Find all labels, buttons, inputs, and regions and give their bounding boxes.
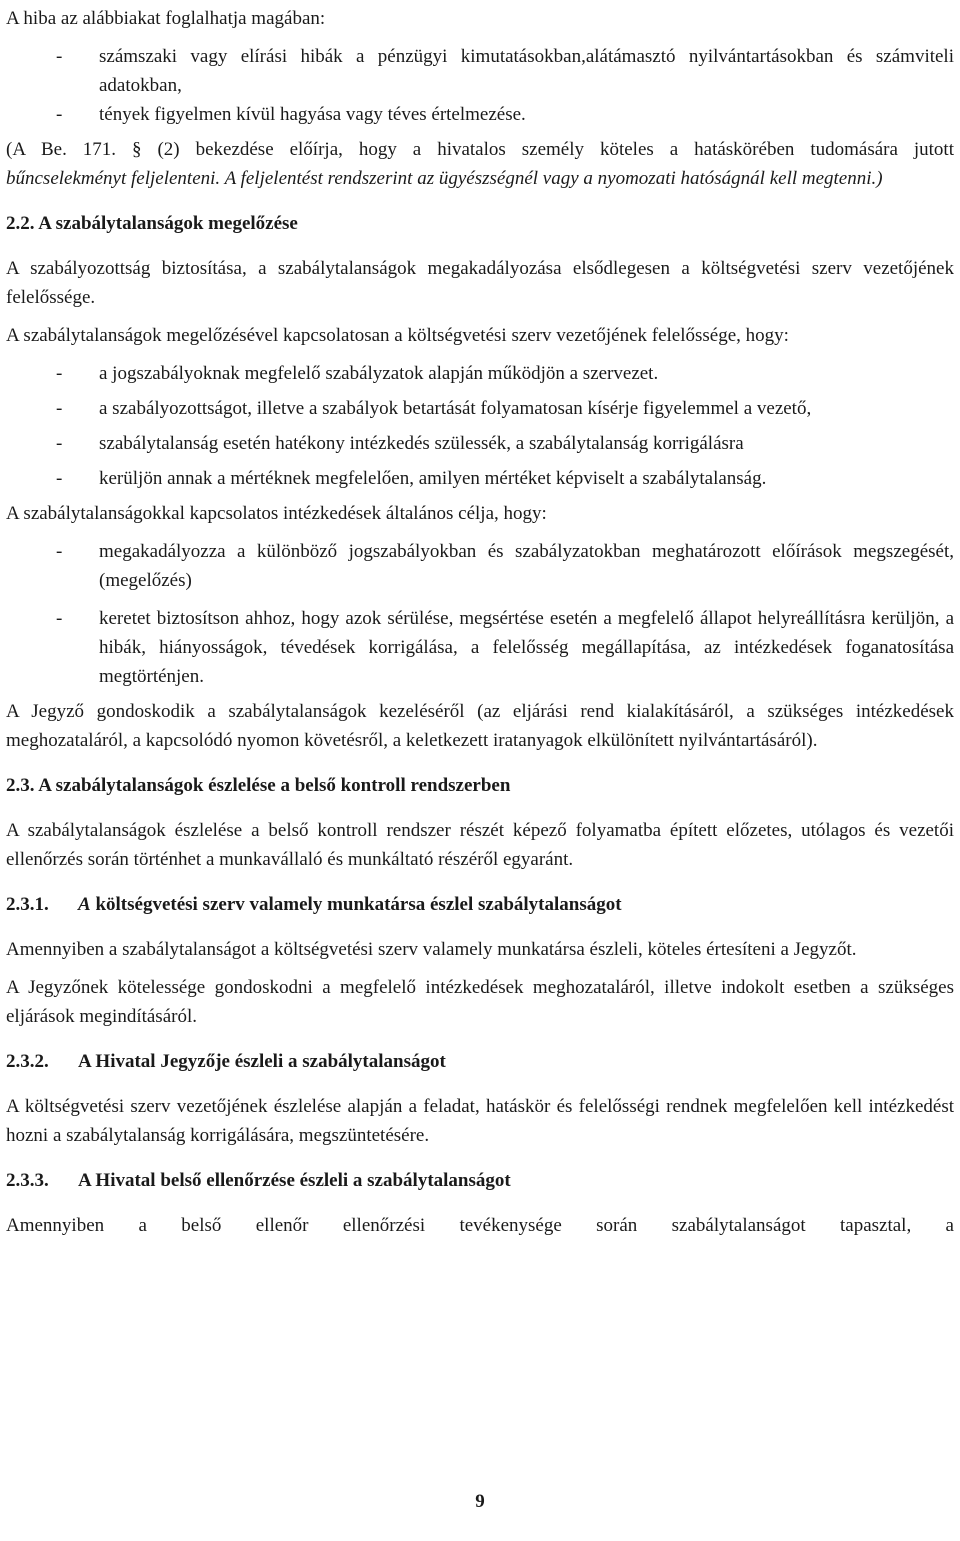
subsection-heading-2-3-1 bbox=[6, 890, 954, 919]
intro-paragraph: A hiba az alábbiakat foglalhatja magában: bbox=[6, 8, 326, 29]
list-dash: - bbox=[56, 608, 63, 629]
list-item bbox=[6, 100, 954, 129]
list-item-text: szabálytalanság esetén hatékony intézkedés szülessék, a szabálytalanság korrigálásra bbox=[99, 433, 744, 454]
legal-note-text-1: (A Be. 171. § (2) bekezdése előírja, hogy a hivatalos személy köteles a hatáskörében tudomására jutott bbox=[6, 139, 954, 160]
section-heading-2-2: 2.2. A szabálytalanságok megelőzése bbox=[6, 213, 298, 234]
paragraph: A szabálytalanságok észlelése a belső kontroll rendszer részét képező folyamatba épített előzetes, utólagos és vezetői ellenőrzés során történhet a munkavállaló és munkáltató részéről egyaránt. bbox=[6, 820, 954, 870]
list-dash: - bbox=[56, 363, 63, 384]
paragraph: Amennyiben a szabálytalanságot a költségvetési szerv valamely munkatársa észleli, köteles értesíteni a Jegyzőt. bbox=[6, 939, 857, 960]
legal-note bbox=[6, 135, 954, 193]
list-item bbox=[6, 394, 954, 423]
list-item-text: keretet biztosítson ahhoz, hogy azok sérülése, megsértése esetén a megfelelő állapot helyreállításra kerüljön, a hibák, hiányosságok, tévedések korrigálása, a felelősség megállapítása, az intézkedések foganatosítása megtörténjen. bbox=[99, 608, 954, 687]
list-item-text: számszaki vagy elírási hibák a pénzügyi kimutatásokban,alátámasztó nyilvántartásokban és számviteli adatokban, bbox=[99, 46, 954, 96]
list-dash: - bbox=[56, 46, 63, 67]
list-item-text: a szabályozottságot, illetve a szabályok betartását folyamatosan kísérje figyelemmel a vezető, bbox=[99, 398, 812, 419]
heading-number: 2.3.1. bbox=[6, 894, 49, 915]
list-dash: - bbox=[56, 104, 63, 125]
list-item bbox=[6, 429, 954, 458]
document-page bbox=[6, 4, 954, 1240]
list-item-text: a jogszabályoknak megfelelő szabályzatok alapján működjön a szervezet. bbox=[99, 363, 659, 384]
subsection-heading-2-3-2 bbox=[6, 1047, 954, 1076]
list-item bbox=[6, 537, 954, 595]
heading-text: A Hivatal Jegyzője észleli a szabálytalanságot bbox=[78, 1051, 446, 1072]
section-heading-2-3: 2.3. A szabálytalanságok észlelése a belső kontroll rendszerben bbox=[6, 775, 511, 796]
paragraph: Amennyiben a belső ellenőr ellenőrzési tevékenysége során szabálytalanságot tapasztal, a bbox=[6, 1215, 954, 1236]
heading-number: 2.3.2. bbox=[6, 1051, 49, 1072]
paragraph: A szabálytalanságokkal kapcsolatos intézkedések általános célja, hogy: bbox=[6, 503, 547, 524]
list-item-text: tények figyelmen kívül hagyása vagy téves értelmezése. bbox=[99, 104, 526, 125]
legal-note-line-2: bűncselekményt feljelenteni. A feljelentést rendszerint az ügyészségnél vagy a nyomozati hatóságnál kell megtenni.) bbox=[6, 168, 883, 189]
heading-text-italic: A bbox=[78, 894, 91, 915]
heading-number: 2.3.3. bbox=[6, 1170, 49, 1191]
legal-note-line-1 bbox=[6, 135, 954, 164]
list-item bbox=[6, 464, 954, 493]
list-item-text: kerüljön annak a mértéknek megfelelően, amilyen mértéket képviselt a szabálytalanság. bbox=[99, 468, 767, 489]
list-dash: - bbox=[56, 433, 63, 454]
heading-text: A Hivatal belső ellenőrzése észleli a szabálytalanságot bbox=[78, 1170, 511, 1191]
list-item bbox=[6, 359, 954, 388]
list-dash: - bbox=[56, 398, 63, 419]
list-item-text: megakadályozza a különböző jogszabályokban és szabályzatokban meghatározott előírások megszegését, (megelőzés) bbox=[99, 541, 954, 591]
paragraph: A szabályozottság biztosítása, a szabálytalanságok megakadályozása elsődlegesen a költségvetési szerv vezetőjének felelőssége. bbox=[6, 258, 954, 308]
paragraph: A költségvetési szerv vezetőjének észlelése alapján a feladat, hatáskör és felelősségi rendnek megfelelően kell intézkedést hozni a szabálytalanság korrigálására, megszüntetésére. bbox=[6, 1096, 954, 1146]
list-dash: - bbox=[56, 541, 63, 562]
page-number: 9 bbox=[475, 1491, 485, 1512]
paragraph: A Jegyző gondoskodik a szabálytalanságok kezeléséről (az eljárási rend kialakításáról, a szükséges intézkedések meghozataláról, a kapcsolódó nyomon követésről, a keletkezett iratanyagok elkülönített nyilvántartásáról). bbox=[6, 701, 954, 751]
heading-text: költségvetési szerv valamely munkatársa észlel szabálytalanságot bbox=[90, 894, 622, 915]
list-item bbox=[6, 604, 954, 691]
paragraph: A szabálytalanságok megelőzésével kapcsolatosan a költségvetési szerv vezetőjének felelőssége, hogy: bbox=[6, 325, 789, 346]
paragraph: A Jegyzőnek kötelessége gondoskodni a megfelelő intézkedések meghozataláról, illetve indokolt esetben a szükséges eljárások megindításáról. bbox=[6, 977, 954, 1027]
list-item bbox=[6, 42, 954, 100]
subsection-heading-2-3-3 bbox=[6, 1166, 954, 1195]
list-dash: - bbox=[56, 468, 63, 489]
